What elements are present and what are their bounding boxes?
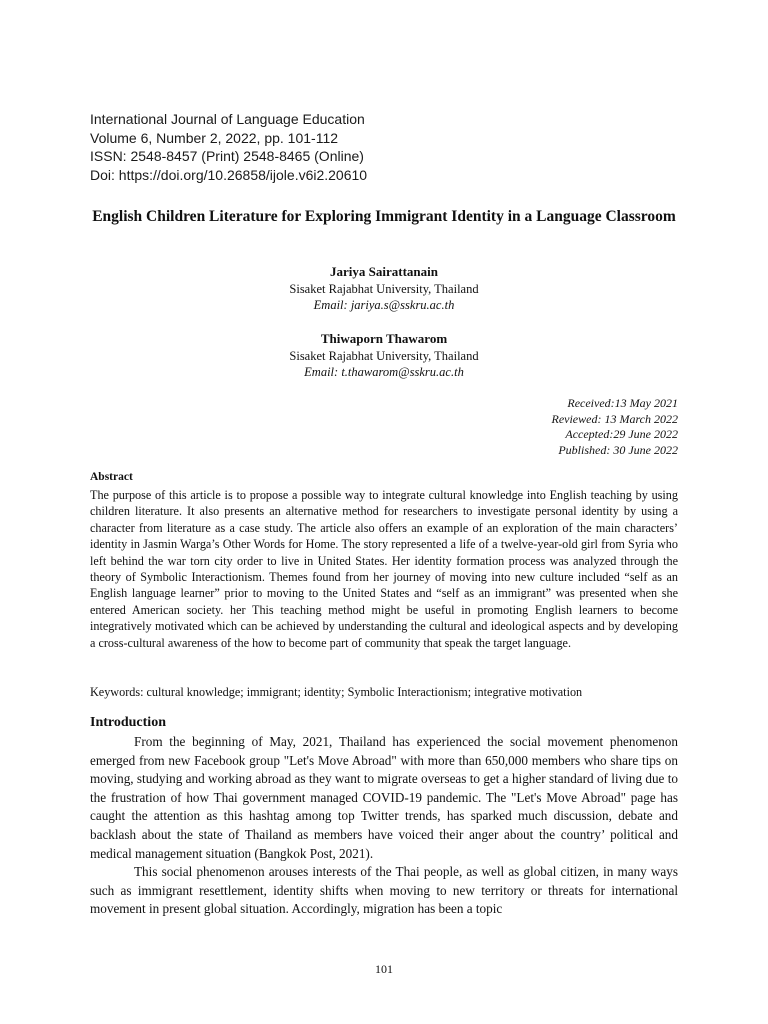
author-name: Jariya Sairattanain xyxy=(330,264,438,279)
article-dates xyxy=(551,396,678,458)
author-email: Email: t.thawarom@sskru.ac.th xyxy=(304,365,464,379)
author-block xyxy=(134,264,634,314)
journal-volume: Volume 6, Number 2, 2022, pp. 101-112 xyxy=(90,129,339,146)
abstract-text: The purpose of this article is to propose a possible way to integrate cultural knowledge into English teaching by using children literature. It also presents an alternative method for researchers to investigate personal identity by using a character from literature as a case study. The article also offers an example of an exploration of the main characters’ identity in Jasmin Warga’s Other Words for Home. The story represented a life of a twelve-year-old girl from Syria who left behind the war torn city order to live in United States. Her identity formation process was analyzed through the theory of Symbolic Interactionism. Themes found from her journey of moving into new culture included “self as an English language learner” prior to moving to the United States and “self as an immigrant” was presented when she entered American society. her This teaching method might be useful in promoting English learners to become integratively motivated which can be achieved by understanding the cultural and ideological aspects and by developing a cross-cultural awareness of the how to become part of community that speak the target language. xyxy=(90,488,678,650)
date-accepted: Accepted:29 June 2022 xyxy=(565,427,678,441)
paragraph: From the beginning of May, 2021, Thailand has experienced the social movement phenomenon emerged from new Facebook group "Let's Move Abroad" with more than 650,000 members who share tips on moving, studying and working abroad as they want to migrate overseas to get a higher standard of living due to the frustration of how Thai government managed COVID-19 pandemic. The "Let's Move Abroad" page has caught the attention as this hashtag among top Twitter trends, has sparked much discussion, debate and backlash about the state of Thailand as members have voiced their anger about the country’ political and medical management situation (Bangkok Post, 2021). xyxy=(90,734,678,861)
journal-header xyxy=(90,110,367,184)
journal-issn: ISSN: 2548-8457 (Print) 2548-8465 (Online) xyxy=(90,148,364,164)
date-reviewed: Reviewed: 13 March 2022 xyxy=(551,411,678,426)
page-number: 101 xyxy=(375,962,393,976)
author-affiliation: Sisaket Rajabhat University, Thailand xyxy=(289,348,479,363)
author-email: Email: jariya.s@sskru.ac.th xyxy=(313,298,455,312)
author-affiliation: Sisaket Rajabhat University, Thailand xyxy=(289,281,479,296)
journal-name: International Journal of Language Education xyxy=(90,111,365,127)
paragraph: This social phenomenon arouses interests of the Thai people, as well as global citizen, in many ways such as immigrant resettlement, identity shifts when moving to new territory or threats for international movement in present global situation. Accordingly, migration has been a topic xyxy=(90,864,678,917)
introduction-heading: Introduction xyxy=(90,715,166,730)
author-name: Thiwaporn Thawarom xyxy=(320,331,448,346)
introduction-body xyxy=(90,733,678,919)
date-received: Received:13 May 2021 xyxy=(567,396,678,410)
article-title: English Children Literature for Exploring Immigrant Identity in a Language Classroom xyxy=(92,208,676,225)
date-published: Published: 30 June 2022 xyxy=(558,442,678,457)
keywords: Keywords: cultural knowledge; immigrant; identity; Symbolic Interactionism; integrative motivation xyxy=(90,685,583,699)
abstract-heading: Abstract xyxy=(90,471,133,483)
author-block xyxy=(134,331,634,381)
journal-doi: Doi: https://doi.org/10.26858/ijole.v6i2.20610 xyxy=(90,166,368,183)
